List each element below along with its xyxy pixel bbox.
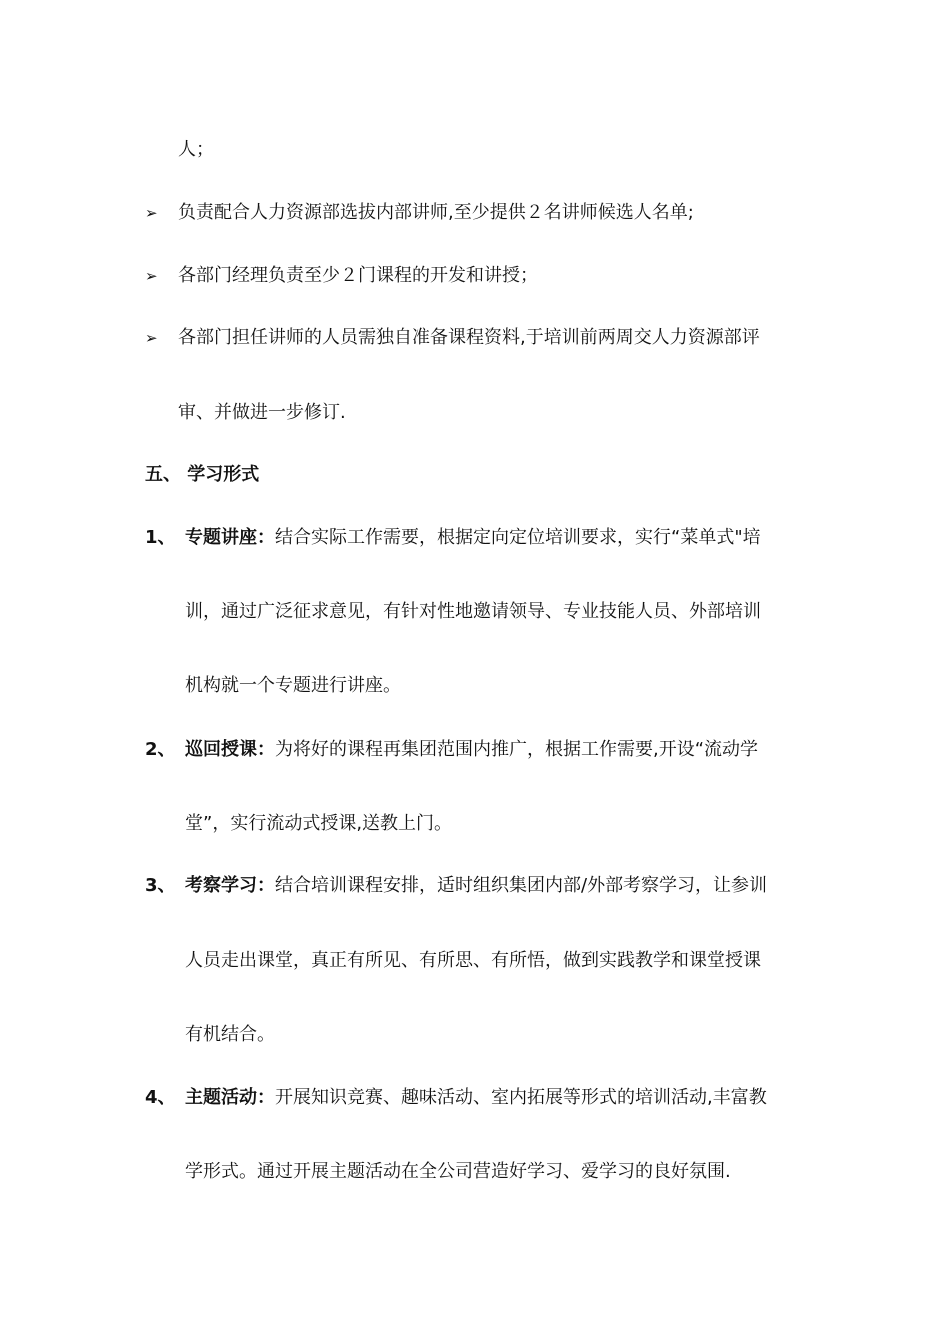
- item-number: 3、: [145, 875, 176, 896]
- item-term: 巡回授课：: [185, 739, 275, 760]
- item-text: 为将好的课程再集团范围内推广，根据工作需要,开设“流动学: [275, 739, 759, 760]
- bullet-text: 各部门经理负责至少２门课程的开发和讲授；: [178, 265, 538, 286]
- bullet-text: 负责配合人力资源部选拔内部讲师,至少提供２名讲师候选人名单;: [178, 202, 694, 223]
- item-term: 专题讲座：: [185, 527, 275, 548]
- item-text-continued: 学形式。通过开展主题活动在全公司营造好学习、爱学习的良好氛围.: [185, 1161, 731, 1182]
- item-text-continued: 人员走出课堂，真正有所见、有所思、有所悟，做到实践教学和课堂授课: [185, 950, 761, 971]
- item-term: 主题活动：: [185, 1087, 275, 1108]
- item-text: 开展知识竞赛、趣味活动、室内拓展等形式的培训活动,丰富教: [275, 1087, 767, 1108]
- item-term: 考察学习：: [185, 875, 275, 896]
- item-line: [185, 526, 761, 550]
- section-heading: 五、 学习形式: [145, 464, 260, 485]
- bullet-marker-icon: ➢: [145, 329, 158, 347]
- item-number: 1、: [145, 527, 176, 548]
- item-text-continued: 堂”，实行流动式授课,送教上门。: [185, 813, 453, 834]
- item-line: [185, 874, 767, 898]
- bullet-marker-icon: ➢: [145, 267, 158, 285]
- bullet-text: 各部门担任讲师的人员需独自准备课程资料,于培训前两周交人力资源部评: [178, 327, 760, 348]
- continuation-text: 人；: [178, 139, 214, 160]
- item-line: [185, 1086, 767, 1110]
- item-number: 2、: [145, 739, 176, 760]
- item-text-continued: 机构就一个专题进行讲座。: [185, 675, 401, 696]
- item-text-continued: 有机结合。: [185, 1024, 275, 1045]
- bullet-marker-icon: ➢: [145, 204, 158, 222]
- item-text: 结合培训课程安排，适时组织集团内部/外部考察学习，让参训: [275, 875, 768, 896]
- item-number: 4、: [145, 1087, 176, 1108]
- bullet-text-continued: 审、并做进一步修订.: [178, 402, 346, 423]
- item-text: 结合实际工作需要，根据定向定位培训要求，实行“菜单式"培: [275, 527, 761, 548]
- item-line: [185, 738, 758, 762]
- item-text-continued: 训，通过广泛征求意见，有针对性地邀请领导、专业技能人员、外部培训: [185, 601, 761, 622]
